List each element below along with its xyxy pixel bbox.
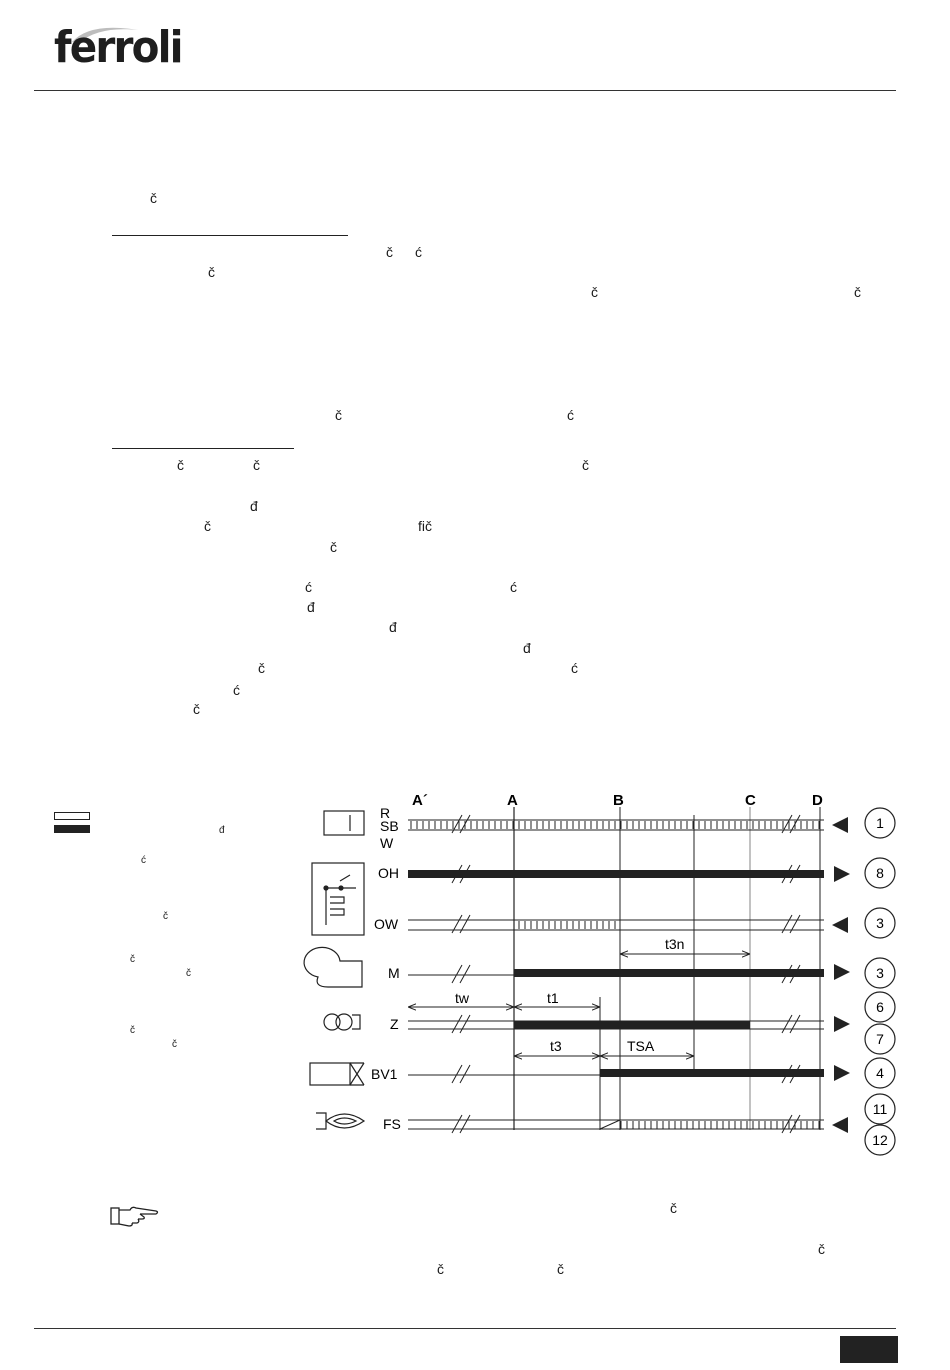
- legend-open-box-icon: [54, 812, 90, 820]
- sidebar-glyph: č: [130, 954, 135, 965]
- text-glyph: č: [193, 701, 200, 717]
- text-glyph: ć: [510, 579, 517, 595]
- timing-label-t1: t1: [547, 990, 559, 1006]
- signal-label-ow: OW: [374, 916, 399, 932]
- text-glyph: č: [386, 244, 393, 260]
- signal-label-fs: FS: [383, 1116, 401, 1132]
- sidebar-glyph: č: [186, 968, 191, 979]
- sidebar-glyph: đ: [219, 825, 225, 836]
- signal-label-z: Z: [390, 1016, 399, 1032]
- sidebar-glyph: č: [172, 1039, 177, 1050]
- header-rule: [34, 90, 896, 91]
- bv1-solid-bar: [600, 1069, 824, 1077]
- phase-label-a: A: [507, 792, 518, 809]
- terminal-label: 7: [876, 1031, 884, 1047]
- section-underline: [112, 235, 348, 236]
- flame-sensor-icon: [316, 1113, 326, 1129]
- text-glyph: č: [258, 660, 265, 676]
- m-solid-bar: [514, 969, 824, 977]
- text-glyph: č: [335, 407, 342, 423]
- terminal-label: 8: [876, 865, 884, 881]
- text-glyph: č: [582, 457, 589, 473]
- text-glyph: č: [204, 518, 211, 534]
- terminal-label: 3: [876, 915, 884, 931]
- text-glyph: č: [253, 457, 260, 473]
- text-glyph: č: [591, 284, 598, 300]
- terminal-label: 6: [876, 999, 884, 1015]
- heat-exchanger-icon: [312, 863, 364, 935]
- page-number-box: [840, 1336, 898, 1363]
- direction-arrows: [832, 817, 850, 1133]
- text-glyph: đ: [307, 599, 315, 615]
- sidebar-glyph: ć: [141, 855, 146, 866]
- sidebar-glyph: č: [163, 911, 168, 922]
- signal-label-bv1: BV1: [371, 1066, 398, 1082]
- gas-valve-icon: [310, 1063, 350, 1085]
- text-glyph: č: [818, 1241, 825, 1257]
- text-glyph: č: [557, 1261, 564, 1277]
- fan-motor-icon: [304, 947, 362, 987]
- timing-label-tw: tw: [455, 990, 469, 1006]
- sb-hatched-bar: [408, 821, 824, 829]
- signal-label-oh: OH: [378, 865, 399, 881]
- text-glyph: fič: [418, 518, 432, 534]
- sidebar-glyph: č: [130, 1025, 135, 1036]
- burner-sequence-diagram: [300, 785, 900, 1170]
- timing-label-t3: t3: [550, 1038, 562, 1054]
- text-glyph: ć: [571, 660, 578, 676]
- ow-hatched-bar: [514, 921, 620, 929]
- text-glyph: č: [854, 284, 861, 300]
- timing-label-t3n: t3n: [665, 936, 685, 952]
- text-glyph: č: [670, 1200, 677, 1216]
- text-glyph: č: [177, 457, 184, 473]
- text-glyph: č: [208, 264, 215, 280]
- oh-solid-bar: [408, 870, 824, 878]
- footer-rule: [34, 1328, 896, 1329]
- text-glyph: č: [330, 539, 337, 555]
- phase-label-d: D: [812, 792, 823, 809]
- phase-label-a-prime: A´: [412, 792, 428, 809]
- signal-label-sb: SB: [380, 818, 399, 834]
- z-solid-bar: [514, 1021, 750, 1029]
- signal-label-r: R: [380, 805, 391, 821]
- text-glyph: đ: [389, 619, 397, 635]
- text-glyph: č: [150, 190, 157, 206]
- pointing-hand-icon: [110, 1204, 160, 1228]
- timing-label-tsa: TSA: [627, 1038, 655, 1054]
- text-glyph: č: [437, 1261, 444, 1277]
- signal-label-w: W: [380, 835, 394, 851]
- text-glyph: ć: [567, 407, 574, 423]
- text-glyph: ć: [415, 244, 422, 260]
- terminal-label: 1: [876, 815, 884, 831]
- terminal-label: 11: [872, 1101, 888, 1117]
- terminal-label: 4: [876, 1065, 884, 1081]
- text-glyph: đ: [523, 640, 531, 656]
- section-underline: [112, 448, 294, 449]
- signal-label-m: M: [388, 965, 400, 981]
- text-glyph: ć: [305, 579, 312, 595]
- terminal-label: 3: [876, 965, 884, 981]
- text-glyph: ć: [233, 682, 240, 698]
- thermostat-icon: [324, 811, 364, 835]
- text-glyph: đ: [250, 498, 258, 514]
- phase-label-c: C: [745, 792, 756, 809]
- legend-filled-box-icon: [54, 825, 90, 833]
- terminal-label: 12: [872, 1132, 888, 1148]
- brand-logo: ferroli: [54, 22, 182, 73]
- phase-label-b: B: [613, 792, 624, 809]
